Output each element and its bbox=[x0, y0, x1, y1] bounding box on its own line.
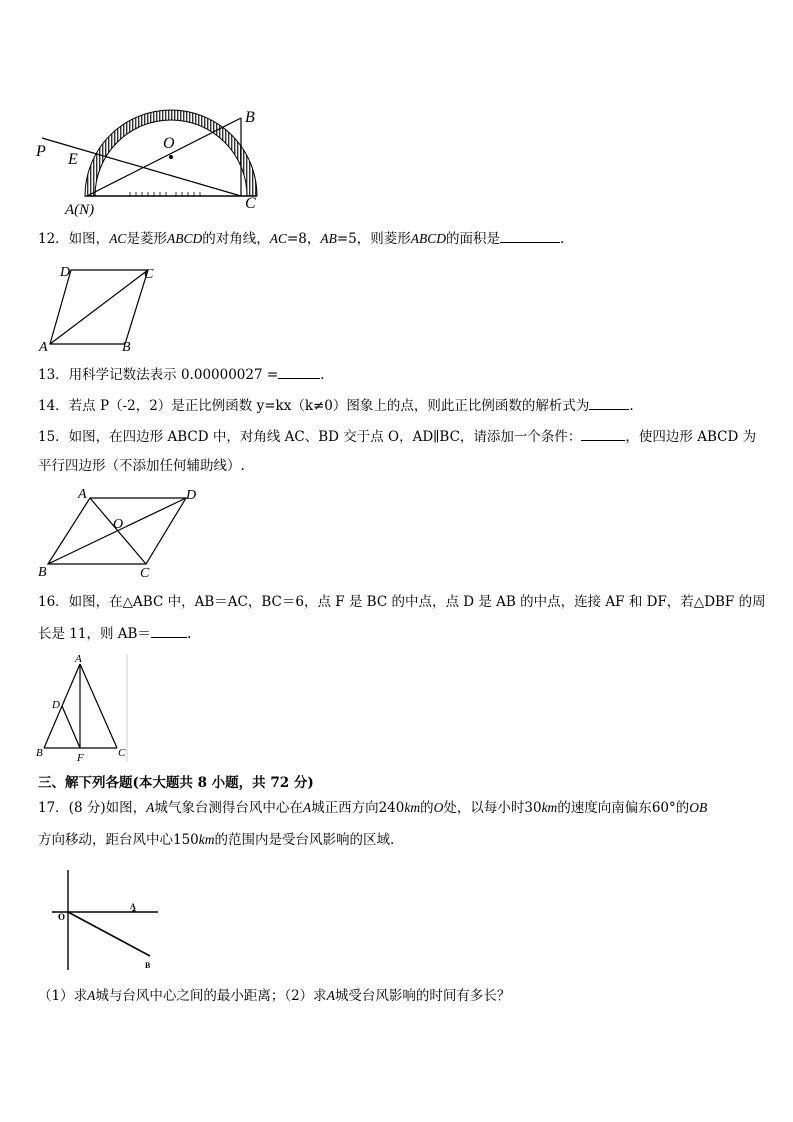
label-A: A bbox=[130, 902, 136, 911]
figure-typhoon-path bbox=[46, 866, 166, 976]
answer-blank-15[interactable] bbox=[581, 426, 625, 441]
figure-triangle bbox=[34, 652, 134, 766]
label-O: O bbox=[163, 135, 175, 152]
label-O: O bbox=[113, 517, 124, 532]
label-O: O bbox=[58, 912, 66, 922]
answer-blank-12[interactable] bbox=[500, 228, 560, 243]
figure-protractor bbox=[30, 80, 270, 220]
question-16-line2: 长是 11，则 AB＝ . bbox=[38, 623, 191, 644]
figure-quadrilateral bbox=[36, 486, 211, 580]
label-C: C bbox=[118, 747, 126, 759]
label-A: A bbox=[39, 340, 48, 354]
question-16-line1: 16．如图，在△ABC 中，AB＝AC，BC＝6，点 F 是 BC 的中点，点 D 是 AB 的中点，连接 AF 和 DF，若△DBF 的周 bbox=[38, 594, 766, 610]
label-P: P bbox=[36, 143, 46, 160]
question-14: 14．若点 P（-2，2）是正比例函数 y=kx（k≠0）图象上的点，则此正比例函数的解析式为 . bbox=[38, 395, 634, 416]
label-D: D bbox=[60, 265, 71, 280]
label-D: D bbox=[52, 699, 60, 711]
section-title: 三、解下列各题(本大题共 8 小题，共 72 分) bbox=[38, 775, 314, 791]
question-12: 12．如图，AC是菱形ABCD的对角线，AC=8，AB=5，则菱形ABCD的面积是 . bbox=[38, 228, 564, 249]
label-C: C bbox=[245, 195, 256, 212]
label-B: B bbox=[38, 565, 47, 580]
label-B: B bbox=[36, 747, 43, 759]
question-17-line2: 方向移动，距台风中心150km的范围内是受台风影响的区域. bbox=[38, 832, 395, 848]
question-15-line2: 平行四边形（不添加任何辅助线）. bbox=[38, 458, 245, 474]
label-A: A bbox=[75, 653, 82, 665]
question-13: 13．用科学记数法表示 0.00000027 = . bbox=[38, 364, 324, 385]
label-A: A bbox=[78, 487, 87, 502]
label-AN: A(N) bbox=[65, 202, 95, 218]
point-O bbox=[169, 155, 173, 159]
label-C: C bbox=[144, 267, 154, 282]
label-E: E bbox=[68, 151, 78, 168]
question-17-subquestions: （1）求A城与台风中心之间的最小距离；（2）求A城受台风影响的时间有多长？ bbox=[38, 988, 511, 1004]
figure-rhombus bbox=[36, 262, 166, 354]
label-D: D bbox=[186, 488, 197, 503]
question-17-line1: 17．(8 分)如图，A城气象台测得台风中心在A城正西方向240km的O处，以每小时30km的速度向南偏东60°的OB bbox=[38, 800, 708, 816]
label-B: B bbox=[122, 340, 131, 354]
answer-blank-16[interactable] bbox=[151, 623, 187, 638]
label-F: F bbox=[77, 752, 84, 764]
label-B: B bbox=[245, 109, 255, 126]
segment-AB bbox=[87, 118, 241, 196]
answer-blank-13[interactable] bbox=[278, 364, 320, 379]
label-B: B bbox=[145, 961, 151, 970]
answer-blank-14[interactable] bbox=[589, 395, 629, 410]
label-C: C bbox=[140, 566, 150, 580]
question-15-line1: 15．如图，在四边形 ABCD 中，对角线 AC、BD 交于点 O，AD∥BC，请添加一个条件： ，使四边形 ABCD 为 bbox=[38, 426, 756, 447]
